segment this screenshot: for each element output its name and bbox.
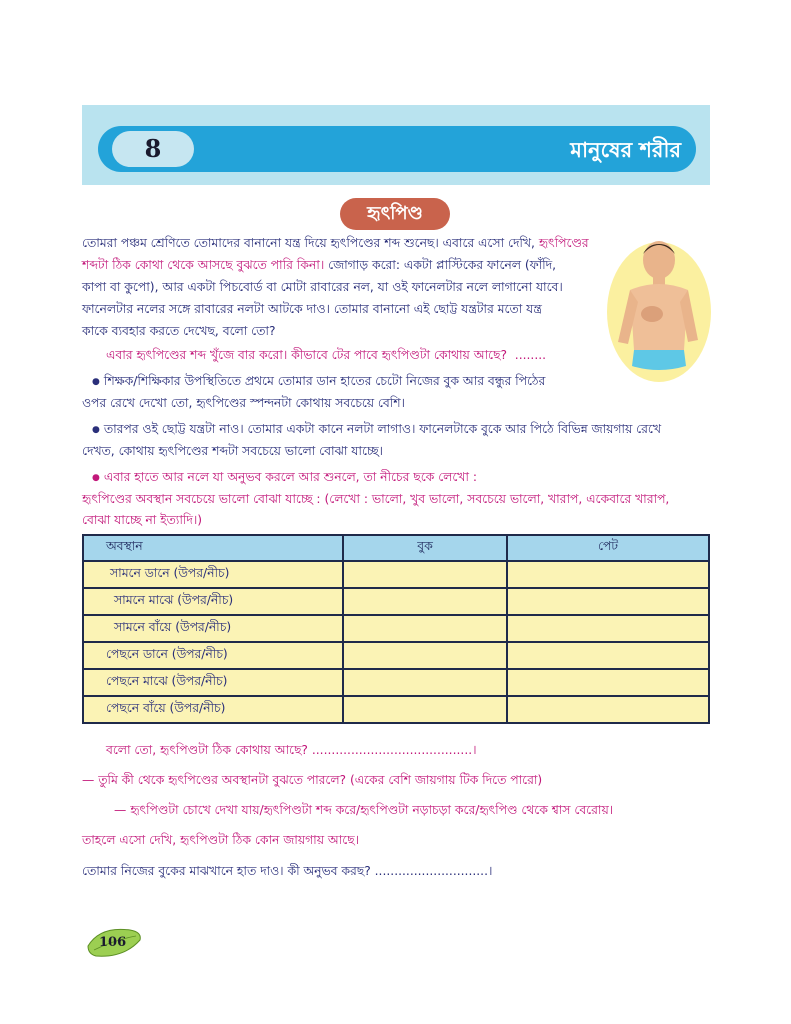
intro-line-2: শব্দটা ঠিক কোথা থেকে আসছে বুঝতে পারি কিনা। জোগাড় করো: একটা প্লাস্টিকের ফানেল (ফাঁদি, <box>82 258 557 272</box>
table-cell-chest[interactable] <box>343 642 507 669</box>
bullet-2-line-2: দেখত, কোথায় হৃৎপিণ্ডের শব্দটা সবচেয়ে ভালো বোঝা যাচ্ছে। <box>82 444 383 458</box>
table-header-chest: বুক <box>343 535 507 561</box>
bullet-3-line-3: বোঝা যাচ্ছে না ইত্যাদি।) <box>82 513 203 527</box>
table-cell-chest[interactable] <box>343 669 507 696</box>
table-cell-location: সামনে বাঁয়ে (উপর/নীচ) <box>83 615 343 642</box>
intro-line-4: ফানেলটার নলের সঙ্গে রাবারের নলটা আটকে দাও। তোমার বানানো এই ছোট্ট যন্ত্রটার মতো যন্ত্র <box>82 302 542 316</box>
prompt-find-heart: তাহলে এসো দেখি, হৃৎপিণ্ডটা ঠিক কোন জায়গায় আছে। <box>82 833 359 847</box>
table-header-location: অবস্থান <box>83 535 343 561</box>
bullet-2-line-1: ● তারপর ওই ছোট্ট যন্ত্রটা নাও। তোমার একটা কানে নলটা লাগাও। ফানেলটাকে বুকে আর পিঠে বিভিন্ন জায়গায় রেখে <box>92 420 661 441</box>
table-cell-chest[interactable] <box>343 696 507 723</box>
table-row <box>83 615 709 642</box>
table-row <box>83 588 709 615</box>
bullet-3-line-1: ● এবার হাতে আর নলে যা অনুভব করলে আর শুনলে, তা নীচের ছকে লেখো : <box>92 468 477 489</box>
chapter-number: 8 <box>112 131 194 167</box>
table-cell-chest[interactable] <box>343 615 507 642</box>
table-header-row <box>83 535 709 561</box>
bullet-3-line-2: হৃৎপিণ্ডের অবস্থান সবচেয়ে ভালো বোঝা যাচ্ছে : (লেখো : ভালো, খুব ভালো, সবচেয়ে ভালো, খারাপ, একেবারে খারাপ, <box>82 492 670 506</box>
table-row <box>83 669 709 696</box>
table-cell-location: সামনে মাঝে (উপর/নীচ) <box>83 588 343 615</box>
section-title: হৃৎপিণ্ড <box>340 198 450 230</box>
page-number: 106 <box>99 935 127 950</box>
table-cell-belly[interactable] <box>507 561 709 588</box>
table-header-belly: পেট <box>507 535 709 561</box>
question-feel-chest: তোমার নিজের বুকের মাঝখানে হাত দাও। কী অনুভব করছ? .............................। <box>82 864 493 878</box>
table-row <box>83 561 709 588</box>
bullet-1-line-1: ● শিক্ষক/শিক্ষিকার উপস্থিতিতে প্রথমে তোমার ডান হাতের চেটো নিজের বুক আর বন্ধুর পিঠের <box>92 372 545 393</box>
intro-line-3: কাপা বা কুপো), আর একটা পিচবোর্ড বা মোটা রাবারের নল, যা ওই ফানেলটার নলে লাগানো যাবে। <box>82 280 563 294</box>
bullet-1-line-2: ওপর রেখে দেখো তো, হৃৎপিণ্ডের স্পন্দনটা কোথায় সবচেয়ে বেশি। <box>82 396 405 410</box>
intro-question: এবার হৃৎপিণ্ডের শব্দ খুঁজে বার করো। কীভাবে টের পাবে হৃৎপিণ্ডটা কোথায় আছে? ........ <box>106 348 547 362</box>
table-row <box>83 696 709 723</box>
observation-table <box>82 534 710 724</box>
answer-options: — হৃৎপিণ্ডটা চোখে দেখা যায়/হৃৎপিণ্ডটা শব্দ করে/হৃৎপিণ্ডটা নড়াচড়া করে/হৃৎপিণ্ড থেকে শ্বাস বেরোয়। <box>114 803 614 817</box>
table-cell-location: সামনে ডানে (উপর/নীচ) <box>83 561 343 588</box>
table-cell-chest[interactable] <box>343 561 507 588</box>
table-cell-belly[interactable] <box>507 669 709 696</box>
table-cell-chest[interactable] <box>343 588 507 615</box>
question-where-is-heart: বলো তো, হৃৎপিণ্ডটা ঠিক কোথায় আছে? .........................................। <box>106 743 477 757</box>
table-cell-location: পেছনে ডানে (উপর/নীচ) <box>83 642 343 669</box>
table-cell-belly[interactable] <box>507 696 709 723</box>
table-cell-location: পেছনে মাঝে (উপর/নীচ) <box>83 669 343 696</box>
table-cell-location: পেছনে বাঁয়ে (উপর/নীচ) <box>83 696 343 723</box>
table-row <box>83 642 709 669</box>
table-cell-belly[interactable] <box>507 588 709 615</box>
intro-line-1: তোমরা পঞ্চম শ্রেণিতে তোমাদের বানানো যন্ত্র দিয়ে হৃৎপিণ্ডের শব্দ শুনেছ। এবারে এসো দেখি, হৃৎপিণ্ডের <box>82 236 589 250</box>
intro-line-5: কাকে ব্যবহার করতে দেখেছ, বলো তো? <box>82 324 276 338</box>
boy-listening-heart-illustration <box>604 232 714 382</box>
question-how-did-you-know: — তুমি কী থেকে হৃৎপিণ্ডের অবস্থানটা বুঝতে পারলে? (একের বেশি জায়গায় টিক দিতে পারো) <box>82 773 543 787</box>
table-cell-belly[interactable] <box>507 642 709 669</box>
table-cell-belly[interactable] <box>507 615 709 642</box>
chapter-title: মানুষের শরীর <box>570 138 681 162</box>
